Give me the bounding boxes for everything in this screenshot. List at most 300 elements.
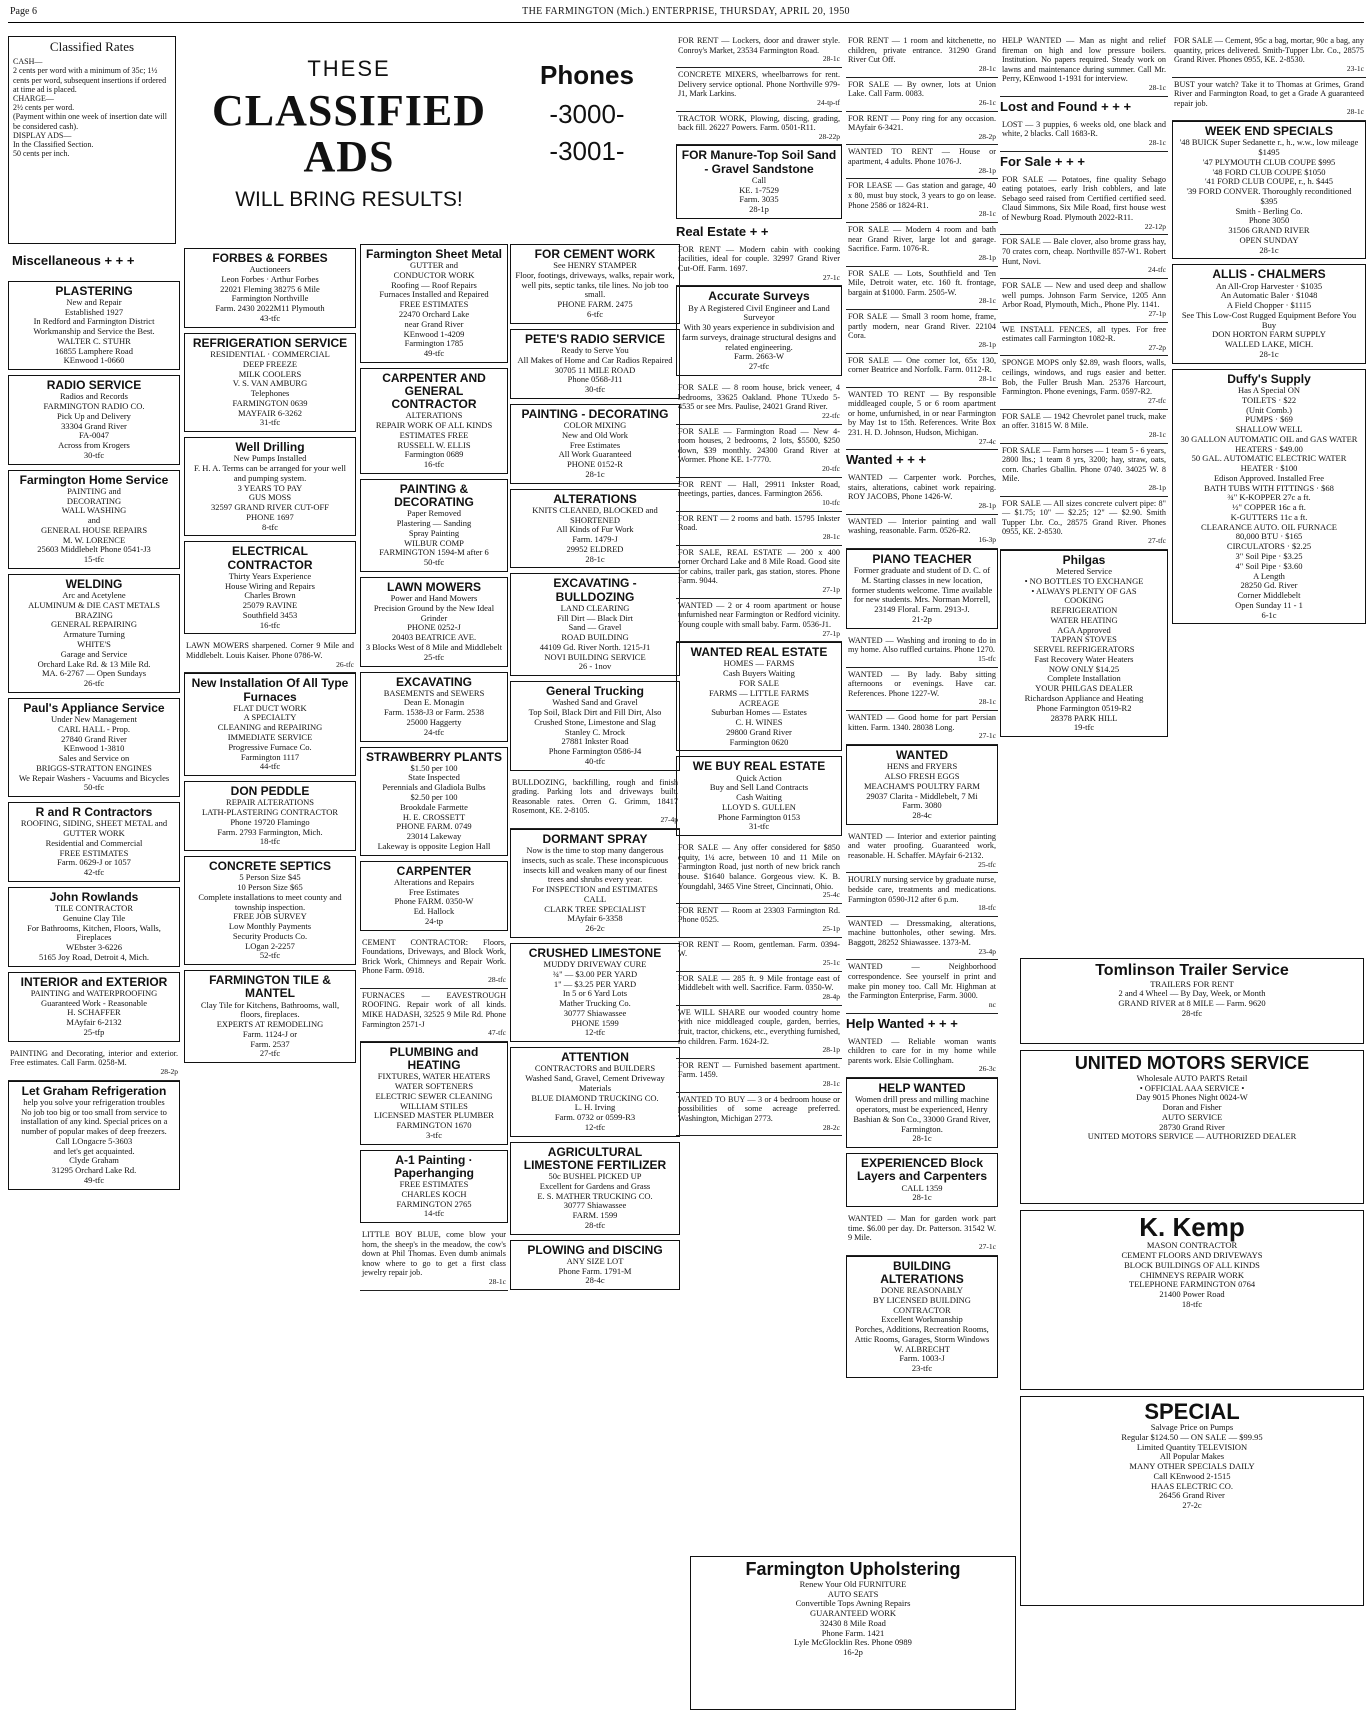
display-ad — [184, 248, 356, 328]
ad-line: REFRIGERATION — [1050, 605, 1118, 616]
classified-ad — [846, 471, 998, 515]
ad-heading: PIANO TEACHER — [872, 551, 972, 566]
display-ad — [360, 672, 508, 742]
ad-text: WE WILL SHARE our wooded country home with nice middleaged couple, garden, berries, fruit, tractor, chickens, etc., everything furnished, no children. Farm. 1624-J2. — [678, 1007, 840, 1046]
ad-line: $2.50 per 100 — [410, 792, 458, 803]
ad-line: Dean E. Monagin — [403, 697, 465, 708]
ad-line: 3" Soil Pipe · $3.25 — [1235, 550, 1303, 561]
classified-ad — [846, 711, 998, 745]
display-ad — [8, 887, 180, 967]
upholstering-lines — [695, 1580, 1011, 1658]
ad-heading: EXCAVATING - BULLDOZING — [553, 576, 637, 604]
ad-line: Corner Middlebelt — [1237, 590, 1301, 601]
ad-heading: Well Drilling — [235, 440, 305, 455]
ad-line: BLOCK BUILDINGS OF ALL KINDS — [1124, 1259, 1260, 1270]
ad-line: 18-tfc — [259, 836, 281, 847]
display-ad — [8, 802, 180, 882]
ad-line: Wholesale AUTO PARTS Retail — [1136, 1072, 1248, 1083]
ad-line: OPEN SUNDAY — [1239, 234, 1299, 245]
ad-line: Phone Farmington 0519-R2 — [1036, 702, 1132, 713]
banner-main: CLASSIFIED ADS — [211, 86, 487, 181]
ad-line: Farm. 3035 — [739, 194, 779, 205]
ad-line: Arc and Acetylene — [62, 590, 126, 601]
ad-line: With 30 years experience in subdivision and farm surveys, drainage structural designs and related engineering. — [682, 322, 836, 352]
classified-ad — [676, 599, 842, 643]
ad-line: Cash Buyers Waiting — [723, 668, 795, 679]
ad-line: BATH TUBS WITH FITTINGS · $68 — [1204, 482, 1334, 493]
ad-line: A SPECIALTY — [243, 712, 297, 723]
classified-ad — [676, 904, 842, 938]
ad-line: Quick Action — [736, 772, 782, 783]
ad-line: PHONE 1599 — [571, 1017, 619, 1028]
ad-line: MA. 6-2767 — Open Sundays — [41, 668, 147, 679]
classified-ad — [846, 388, 998, 451]
ad-heading: R and R Contractors — [35, 805, 153, 820]
ad-text: FOR SALE — New and used deep and shallow well pumps. Johnson Farm Service, 1205 Ann Arbor Road, Plymouth, Mich., Phone Ply. 1141. — [1002, 280, 1166, 310]
ad-text: FOR LEASE — Gas station and garage, 40 x 80, must buy stock, 3 years to go on lease. Phone 2586 or 1824-R1. — [848, 181, 996, 210]
ad-line: ¾" — $3.00 PER YARD — [552, 968, 638, 979]
classified-ad — [846, 310, 998, 354]
ad-text: WANTED — Interior painting and wall washing, reasonable. Farm. 0526-R2. — [848, 516, 996, 536]
banner — [184, 42, 514, 238]
ad-line: Richardson Appliance and Heating — [1024, 692, 1144, 703]
ad-heading: Farmington Sheet Metal — [365, 247, 502, 261]
classified-ad — [846, 515, 998, 549]
ad-line: CONDUCTOR WORK — [393, 269, 475, 280]
ad-line: 28378 PARK HILL — [1050, 712, 1118, 723]
kemp-lines — [1025, 1241, 1359, 1309]
ad-heading: DON PEDDLE — [230, 784, 310, 799]
ad-line: 25000 Haggerty — [406, 717, 462, 727]
ad-line: 29952 ELDRED — [566, 543, 624, 554]
rates-lines — [13, 57, 171, 158]
display-ad — [184, 541, 356, 634]
ad-line: 28-1c — [912, 1192, 932, 1203]
classified-ad — [676, 546, 842, 599]
ad-heading: Accurate Surveys — [708, 289, 810, 304]
ad-text: FOR SALE — Farmington Road — New 4-room houses, 2 bedrooms, 2 lots, $5500, $250 down, $39 monthly. 24300 Grand River at Wormer. Phone KE. 1-7770. — [678, 426, 840, 465]
ad-heading: Miscellaneous + + + — [12, 253, 135, 268]
ad-line: Phone Farm. 1791-M — [558, 1265, 632, 1276]
newspaper-title: THE FARMINGTON (Mich.) ENTERPRISE, THURSDAY, APRIL 20, 1950 — [522, 6, 850, 17]
ad-line: WHITE'S — [77, 639, 111, 650]
ad-text: FOR SALE — 285 ft. 9 Mile frontage east of Middlebelt with well. Sacrifice. Farm. 0350-W. — [678, 973, 840, 993]
ad-text: HELP WANTED — Man as night and relief fireman on high and low pressure boilers. Institution. No papers required. Steady work on lawns and maintenance during summer. Call Mr. Perry, KEnwood 1-1931 for interview. — [1002, 36, 1166, 84]
classified-ad — [676, 841, 842, 904]
ad-line: Day 9015 Phones Night 0024-W — [1136, 1092, 1248, 1103]
ad-line: New Pumps Installed — [233, 453, 307, 464]
ad-code: 28-4p — [822, 991, 840, 1001]
classified-ad — [846, 34, 998, 78]
ad-line: Alterations and Repairs — [393, 876, 475, 887]
ad-line: FARMINGTON RADIO CO. — [43, 401, 145, 412]
display-ad — [676, 642, 842, 751]
ad-heading: General Trucking — [545, 684, 645, 699]
ad-line: 19-tfc — [1073, 722, 1095, 733]
ad-line: HENS and FRYERS — [886, 761, 958, 772]
ad-code: 28-1p — [978, 252, 996, 262]
ad-code: 28-1p — [1148, 482, 1166, 492]
ad-heading: HELP WANTED — [878, 1081, 966, 1096]
classified-ad — [1000, 497, 1168, 550]
upholstering-head: Farmington Upholstering — [745, 1559, 961, 1579]
classified-ad — [846, 830, 998, 874]
ad-line: 28-4c — [585, 1275, 605, 1286]
ad-text: HOURLY nursing service by graduate nurse, bedside care, treatments and medications. Farmington 0590-J12 after 6 p.m. — [848, 875, 996, 904]
classified-ad — [846, 179, 998, 223]
ad-line: Farmington 0620 — [729, 736, 789, 747]
ad-line: 28-1c — [1259, 349, 1279, 360]
ad-line: Phone Farmington 0586-J4 — [548, 746, 642, 757]
ad-code: 27-1p — [822, 628, 840, 638]
ad-code: 28-1c — [978, 697, 996, 707]
ad-line: Charles Brown — [244, 590, 296, 601]
section-heading: Real Estate + + — [676, 223, 769, 239]
ad-line: ALUMINUM & DIE CAST METALS — [28, 599, 160, 610]
ad-line: Residential and Commercial — [45, 837, 143, 848]
ad-heading: FOR CEMENT WORK — [534, 247, 656, 261]
ad-line: 28-1c — [585, 468, 605, 479]
ad-line: 28-1c — [912, 1133, 932, 1144]
ad-line: Farm. 0629-J or 1057 — [57, 857, 131, 868]
ad-line: CARL HALL - Prop. — [57, 723, 131, 734]
display-ad — [510, 943, 680, 1042]
classified-ad — [676, 112, 842, 146]
classified-ad — [676, 243, 842, 287]
ad-line: Convertible Tops Awning Repairs — [795, 1598, 911, 1609]
ad-line: Doran and Fisher — [1162, 1102, 1222, 1113]
ad-code: 28-2c — [822, 1122, 840, 1132]
ad-line: Lakeway is opposite Legion Hall — [377, 840, 491, 851]
ad-line: CIRCULATORS · $2.25 — [1226, 541, 1312, 552]
ad-code: 28-tfc — [488, 975, 506, 984]
ad-line: Southfield 3453 — [242, 609, 298, 620]
ad-line: NOW ONLY $14.25 — [1048, 663, 1120, 674]
display-ad — [8, 574, 180, 693]
ad-line: 12-tfc — [584, 1027, 606, 1038]
ad-line: REPAIR WORK OF ALL KINDS — [375, 420, 493, 431]
ad-line: DONE REASONABLY — [880, 1284, 964, 1295]
ad-text: TRACTOR WORK, Plowing, discing, grading, back fill. 26227 Powers. Farm. 0501-R11. — [678, 113, 840, 133]
ad-line: Farm. 1538-J3 or Farm. 2538 — [383, 707, 485, 718]
tomlinson-lines — [1025, 980, 1359, 1019]
ad-line: Salvage Price on Pumps — [1150, 1422, 1234, 1433]
classified-ad — [846, 145, 998, 179]
ad-line: 25-tfp — [83, 1026, 105, 1037]
ad-line: NOVI BUILDING SERVICE — [544, 651, 646, 662]
upholstering-ad — [690, 1556, 1016, 1710]
ad-line: DON HORTON FARM SUPPLY — [1212, 329, 1326, 340]
ad-line: New and Repair — [66, 296, 122, 307]
ad-text: FOR RENT — Room at 23303 Farmington Rd. Phone 0525. — [678, 905, 840, 925]
ad-line: 6-1c — [1261, 609, 1277, 620]
ad-line: 31506 GRAND RIVER — [1228, 225, 1310, 236]
ad-line: State Inspected — [408, 772, 460, 783]
ad-line: K-GUTTERS 11c a ft. — [1230, 511, 1308, 522]
ad-line: New and Old Work — [562, 429, 628, 440]
ad-line: 32430 8 Mile Road — [820, 1617, 886, 1628]
ad-line: 28730 Grand River — [1159, 1121, 1225, 1132]
ad-text: FOR SALE — Any offer considered for $850 equity, 1¼ acre, between 10 and 11 Mile on Farmington Road, just north of new brick ranch house. $1640 balance. Gorgeous view. K. B. Youngdahl, 3465 Vine Street, Cincinnati, Ohio. — [678, 843, 840, 891]
display-ad — [846, 1078, 998, 1148]
ad-line: TILE CONTRACTOR — [55, 903, 133, 914]
ad-text: WANTED — Neighborhood correspondence. See yourself in print and make pin money too. Call Mr. Highman at the Farmington Enterprise, Farm. 3000. — [848, 962, 996, 1001]
ad-line: WALTER C. STUHR — [57, 335, 131, 346]
display-ad — [8, 375, 180, 465]
ad-line: 28-4c — [912, 810, 932, 821]
ad-line: BY LICENSED BUILDING CONTRACTOR — [873, 1294, 971, 1315]
ad-line: 28250 Gd. River — [1240, 580, 1298, 591]
ad-line: Free Estimates — [569, 439, 621, 450]
ad-line: AGA Approved — [1057, 624, 1111, 635]
ad-line: 28-1c — [585, 553, 605, 564]
section-heading: Lost and Found + + + — [1000, 98, 1132, 114]
ad-line: 16-tfc — [259, 619, 281, 630]
ad-line: 26 - 1nov — [578, 661, 612, 672]
ad-line: 40-tfc — [584, 755, 606, 766]
ad-line: 26456 Grand River — [1159, 1490, 1225, 1501]
classified-ad — [676, 512, 842, 546]
ad-line: 27-tfc — [259, 1048, 281, 1059]
display-ad — [1000, 550, 1168, 737]
ad-line: Garage and Service — [60, 648, 128, 659]
phones-title: Phones — [540, 60, 634, 90]
ad-line: Washed Sand and Gravel — [552, 697, 638, 708]
ad-line: An All-Crop Harvester · $1035 — [1215, 280, 1323, 291]
ad-line: Farm. 1124-J or — [242, 1028, 298, 1039]
ad-code: 22-tfc — [822, 410, 840, 420]
ad-heading: INTERIOR and EXTERIOR — [20, 974, 168, 989]
ad-line: Excellent for Gardens and Grass — [539, 1180, 651, 1191]
ad-line: Under New Management — [51, 714, 137, 725]
ad-line: '47 PLYMOUTH CLUB COUPE $995 — [1202, 156, 1336, 167]
ad-line: 31-tfc — [748, 821, 770, 832]
ad-heading: Farmington Home Service — [19, 472, 169, 487]
ad-line: GUTTER and — [410, 260, 458, 271]
ad-heading: Let Graham Refrigeration — [21, 1083, 167, 1098]
ad-line: Excellent Workmanship — [881, 1314, 963, 1325]
ad-line: See This Low-Cost Rugged Equipment Before You Buy — [1181, 309, 1357, 330]
ad-line: 16855 Lamphere Road — [55, 345, 133, 356]
ad-line: GENERAL HOUSE REPAIRS — [40, 524, 148, 535]
ad-line: 30-tfc — [584, 384, 606, 395]
ad-line: Lyle McGlocklin Res. Phone 0989 — [794, 1637, 912, 1648]
ad-text: FOR SALE — All sizes concrete culvert pipe: 8" — $1.75; 10" — $2.25; 12" — $2.90. Smith Tupper Lbr. Co., 28575 Grand River. Phones 0955, KE. 2-8530. — [1002, 498, 1166, 537]
ad-line: We Repair Washers - Vacuums and Bicycles — [18, 772, 170, 783]
classified-ad — [846, 78, 998, 112]
ad-line: '48 FORD CLUB COUPE $1050 — [1212, 166, 1326, 177]
classified-ad — [676, 425, 842, 478]
classified-ad — [846, 267, 998, 311]
ad-heading: AGRICULTURAL LIMESTONE FERTILIZER — [523, 1144, 667, 1172]
ad-line: help you solve your refrigeration troubles — [23, 1096, 165, 1107]
ad-line: 2 and 4 Wheel — By Day, Week, or Month — [1118, 988, 1266, 999]
banner-bottom: WILL BRING RESULTS! — [235, 188, 463, 211]
page-number: Page 6 — [10, 6, 37, 17]
column-6 — [846, 34, 998, 1714]
ad-line: Workmanship and Service the Best. — [33, 326, 155, 337]
ad-line: Farm. 3080 — [902, 800, 942, 811]
ad-code: 20-tfc — [822, 463, 840, 473]
ad-line: 24-tp — [425, 915, 443, 926]
ad-code: 28-1c — [1148, 137, 1166, 147]
ad-text: BULLDOZING, backfilling, rough and finish grading. Parking lots and driveways built. Reasonable rates. Orren G. Grimm, 18417 Rosemont, KE. 2-8105. — [512, 777, 678, 816]
ad-line: GRAND RIVER at 8 MILE — Farm. 9620 — [1118, 998, 1266, 1009]
ad-line: M. W. LORENCE — [62, 534, 126, 545]
column-3 — [360, 244, 508, 1714]
ad-line: All Work Guaranteed — [558, 449, 632, 460]
ad-line: 27840 Grand River — [61, 733, 127, 744]
classified-ad — [360, 989, 508, 1042]
classified-ad — [676, 1006, 842, 1059]
ad-line: Stanley C. Mrock — [564, 726, 626, 737]
ad-code: 28-1c — [1148, 82, 1166, 92]
ad-line: 3 Blocks West of 8 Mile and Middlebelt — [365, 641, 503, 652]
ad-code: 28-1c — [978, 296, 996, 306]
display-ad — [510, 573, 680, 676]
ad-line: DEEP FREEZE — [242, 358, 298, 369]
display-ad — [510, 404, 680, 484]
ad-text: FOR RENT — Furnished basement apartment. Farm. 1459. — [678, 1060, 840, 1080]
ad-line: E. S. MATHER TRUCKING CO. — [537, 1190, 653, 1201]
classified-ad — [8, 1047, 180, 1081]
ad-line: 28-tfc — [584, 1219, 606, 1230]
ad-line: FREE JOB SURVEY — [233, 911, 307, 922]
ad-line: PHONE 0152-R — [567, 459, 623, 470]
classified-ad — [360, 1228, 508, 1291]
ad-line: LLOYD S. GULLEN — [722, 801, 796, 812]
ad-code: 28-1c — [1346, 107, 1364, 117]
display-ad — [676, 286, 842, 376]
ad-line: Farm. 2537 — [250, 1038, 290, 1049]
ad-line: Clay Tile for Kitchens, Bathrooms, wall, floors, fireplaces. — [200, 999, 340, 1020]
ad-text: WANTED — Reliable woman wants children to care for in my home while parents work. Elsie Collingham. — [848, 1036, 996, 1065]
ad-line: AUTO SERVICE — [1161, 1111, 1223, 1122]
ad-line: TOILETS · $22 — [1241, 394, 1297, 405]
ad-line: Phone 19720 Flamingo — [230, 816, 310, 827]
ad-code: 16-3p — [978, 535, 996, 545]
ad-line: DECORATING — [66, 495, 122, 506]
ad-line: In 5 or 6 Yard Lots — [562, 988, 628, 999]
classified-ad — [846, 873, 998, 917]
ad-line: Limited Quantity TELEVISION — [1136, 1441, 1248, 1452]
ad-line: • ALWAYS PLENTY OF GAS — [1031, 585, 1137, 596]
ad-line: Genuine Clay Tile — [62, 912, 126, 923]
ad-text: LOST — 3 puppies, 6 weeks old, one black and white, 2 blacks. Call 1683-R. — [1002, 119, 1166, 139]
ad-text: FOR SALE — 8 room house, brick veneer, 4 bedrooms, 33625 Oakland. Phone TUxedo 5-4535 or see Mrs. Paulise, 24021 Grand River. — [678, 382, 840, 412]
ad-line: Women drill press and milling machine operators, must be experienced, Henry Bashian & Son Co., 33000 Grand River, Farmington. — [853, 1094, 991, 1134]
ad-line: 20403 BEATRICE AVE. — [391, 632, 477, 643]
ad-line: No job too big or too small from service to installation of any kind. Special prices on a number of popular makes of deep freezers. — [20, 1106, 168, 1137]
ad-heading: Philgas — [1062, 552, 1106, 567]
ad-heading: ATTENTION — [561, 1050, 629, 1065]
classified-ad — [676, 938, 842, 972]
ad-heading: FARMINGTON TILE & MANTEL — [209, 973, 331, 1001]
ad-heading: WELDING — [65, 577, 123, 591]
ad-code: 27-tfc — [1148, 536, 1166, 546]
ad-line: FARMINGTON 1594-M after 6 — [379, 547, 489, 558]
ad-line: ACREAGE — [738, 697, 780, 708]
ad-heading: PETE'S RADIO SERVICE — [525, 331, 665, 346]
display-ad — [184, 856, 356, 965]
ad-line: TAPPAN STOVES — [1051, 634, 1117, 645]
ad-code: 18-tfc — [978, 903, 996, 913]
ad-line: and let's get acquainted. — [53, 1145, 135, 1156]
ad-line: 31295 Orchard Lake Rd. — [51, 1165, 137, 1176]
ad-code: 25-1p — [822, 924, 840, 934]
column-5 — [676, 34, 842, 1554]
ad-line: CHARGE— — [13, 94, 54, 104]
ad-line: Clyde Graham — [69, 1155, 119, 1166]
ad-line: Farm. 1003-J — [899, 1353, 945, 1364]
ad-line: MAyfair 6-3358 — [567, 913, 623, 924]
ad-line: 22021 Fleming 38275 6 Mile — [220, 283, 320, 294]
ad-line: KEnwood 1-3810 — [63, 743, 125, 754]
column-7 — [1000, 34, 1168, 954]
ad-line: 43-tfc — [259, 313, 281, 324]
ad-line: ESTIMATES FREE — [399, 429, 469, 440]
united-lines — [1025, 1074, 1359, 1142]
ad-text: FOR RENT — 2 rooms and bath. 15795 Inkster Road. — [678, 513, 840, 533]
display-ad — [510, 681, 680, 771]
ad-code: 27-1p — [822, 584, 840, 594]
column-4 — [510, 244, 680, 1714]
ad-line: Farm. 1479-J — [572, 534, 618, 545]
ad-code: 25-4c — [822, 890, 840, 900]
ad-line: 30-tfc — [83, 449, 105, 460]
classified-ad — [676, 1059, 842, 1093]
ad-code: 27-1c — [978, 731, 996, 741]
display-ad — [184, 333, 356, 432]
ad-line: RESIDENTIAL · COMMERCIAL — [210, 348, 330, 359]
ad-line: L. H. Irving — [574, 1102, 616, 1113]
ad-line: BASEMENTS and SEWERS — [383, 687, 485, 698]
display-ad — [360, 244, 508, 363]
special-ad — [1020, 1396, 1364, 1606]
ad-heading: DORMANT SPRAY — [542, 831, 648, 846]
display-ad — [510, 1142, 680, 1235]
ad-line: 25603 Middlebelt Phone 0541-J3 — [37, 544, 151, 555]
ad-line: Renew Your Old FURNITURE — [799, 1578, 907, 1589]
ad-line: 27-tfc — [748, 361, 770, 372]
ad-line: 26-2c — [585, 923, 605, 934]
ad-heading: WEEK END SPECIALS — [1204, 124, 1333, 139]
ad-line: 16-2p — [843, 1647, 863, 1658]
ad-line: • OFFICIAL AAA SERVICE • — [1139, 1082, 1245, 1093]
ad-line: CLEANING and REPAIRING — [217, 722, 323, 733]
ad-line: 5 Person Size $45 — [239, 872, 301, 883]
ad-line: Armature Turning — [63, 629, 125, 640]
display-ad — [360, 368, 508, 474]
ad-line: In the Classified Section. — [13, 139, 94, 149]
ad-text: LITTLE BOY BLUE, come blow your horn, the sheep's in the meadow, the cow's down at Phil Thomas. Even dumb animals know where to go to get a first class jewelry repair job. — [362, 1230, 506, 1278]
ad-code: nc — [988, 999, 996, 1009]
ad-text: FOR SALE — By owner, lots at Union Lake. Call Farm. 0083. — [848, 79, 996, 99]
ad-line: 33304 Grand River — [61, 420, 127, 431]
classified-ad — [1000, 444, 1168, 497]
ad-line: 49-tfc — [423, 348, 445, 359]
ad-code: 24-tp-tf — [817, 97, 840, 107]
ad-line: Former graduate and student of D. C. of M. Starting classes in new location, former students welcome. Time available for new students. Mrs. Norman Morrell, 23149 Floral. Farm. 2913-J. — [851, 564, 993, 615]
ad-text: PAINTING and Decorating, interior and exterior. Free estimates. Call Farm. 0258-M. — [10, 1048, 178, 1068]
ad-line: Thirty Years Experience — [228, 570, 312, 581]
display-ad — [360, 479, 508, 572]
classified-ad — [184, 639, 356, 673]
ad-text: WANTED — Carpenter work. Porches, stairs, alterations, cabinet work repairing. ROY JACOBS, Phone 1426-W. — [848, 473, 996, 502]
ad-line: 1" — $3.25 PER YARD — [553, 978, 637, 989]
ad-line: Across from Krogers — [58, 440, 130, 451]
ad-line: SHALLOW WELL — [1235, 424, 1303, 435]
